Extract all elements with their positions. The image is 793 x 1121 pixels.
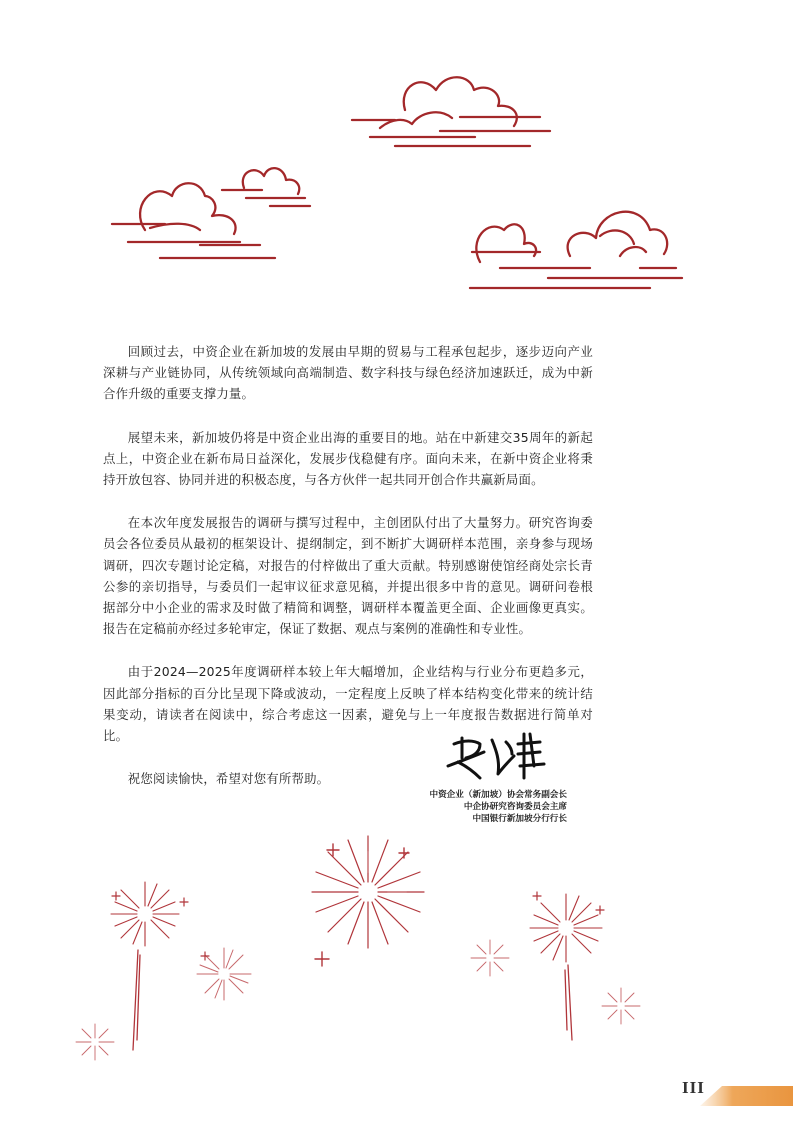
firework-icon xyxy=(111,882,179,946)
firework-icon xyxy=(471,940,509,976)
handwritten-signature xyxy=(440,722,560,782)
fireworks-group xyxy=(76,836,640,1060)
firework-icon xyxy=(76,1024,114,1060)
title-line-1: 中资企业（新加坡）协会常务副会长 xyxy=(429,790,567,800)
sparkle-icon xyxy=(315,844,409,966)
sparkle-icon xyxy=(112,892,209,960)
cloud-icon xyxy=(222,168,310,206)
paragraph-4: 由于2024—2025年度调研样本较上年大幅增加，企业结构与行业分布更趋多元，因此部分指标的百分比呈现下降或波动，一定程度上反映了样本结构变化带来的统计结果变动，请读者在阅读中，综合考虑这一因素，避免与上一年度报告数据进行简单对比。 xyxy=(103,664,593,744)
clouds-group xyxy=(112,77,682,288)
page-tab-shape xyxy=(700,1086,793,1106)
firework-icon xyxy=(530,894,602,962)
title-line-3: 中国银行新加坡分行行长 xyxy=(472,814,567,824)
firework-icon xyxy=(602,988,640,1024)
firework-stick xyxy=(133,950,140,1050)
cloud-icon xyxy=(112,183,275,258)
cloud-icon xyxy=(470,212,682,288)
sparkle-icon xyxy=(533,892,604,914)
paragraph-2: 展望未来，新加坡仍将是中资企业出海的重要目的地。站在中新建交35周年的新起点上，中资企业在新布局日益深化，发展步伐稳健有序。面向未来，在新中资企业将秉持开放包容、协同并进的积极态度，与各方伙伴一起共同开创合作共赢新局面。 xyxy=(103,429,593,488)
paragraph-1: 回顾过去，中资企业在新加坡的发展由早期的贸易与工程承包起步，逐步迈向产业深耕与产业链协同，从传统领域向高端制造、数字科技与绿色经济加速跃迁，成为中新合作升级的重要支撑力量。 xyxy=(103,344,593,402)
author-titles xyxy=(429,789,567,825)
cloud-icon xyxy=(352,77,550,146)
page-number: III xyxy=(682,1078,705,1097)
firework-stick xyxy=(565,965,572,1040)
closing-line: 祝您阅读愉快，希望对您有所帮助。 xyxy=(127,771,330,787)
title-line-2: 中企协研究咨询委员会主席 xyxy=(463,802,567,812)
paragraph-3: 在本次年度发展报告的调研与撰写过程中，主创团队付出了大量努力。研究咨询委员会各位委员从最初的框架设计、提纲制定，到不断扩大调研样本范围，亲身参与现场调研，四次专题讨论定稿，对报告的付梓做出了重大贡献。特别感谢使馆经商处宗长青公参的亲切指导，与委员们一起审议征求意见稿，并提出很多中肯的意见。调研问卷根据部分中小企业的需求及时做了精简和调整，调研样本覆盖更全面、企业画像更真实。报告在定稿前亦经过多轮审定，保证了数据、观点与案例的准确性和专业性。 xyxy=(103,515,593,637)
